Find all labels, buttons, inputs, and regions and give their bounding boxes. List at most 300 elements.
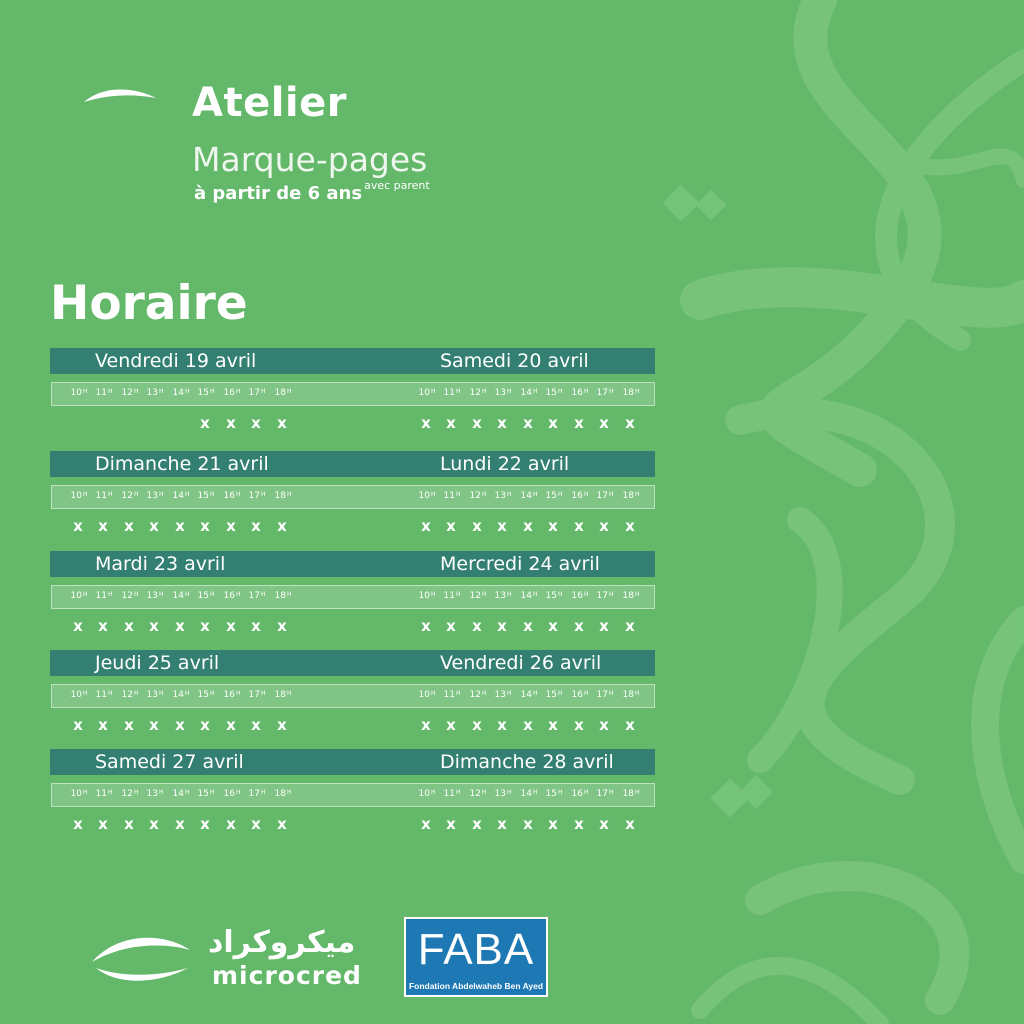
slot-available-mark: x [446, 414, 456, 432]
hour-suffix: H [481, 690, 487, 697]
hour-number: 12 [121, 690, 133, 700]
slot-available-mark: x [497, 617, 507, 635]
hour-suffix: H [532, 591, 538, 598]
hour-label [415, 591, 439, 601]
hour-label [92, 591, 116, 601]
hour-suffix: H [583, 491, 589, 498]
hour-label [542, 690, 566, 700]
hour-suffix: H [532, 388, 538, 395]
hour-label [491, 388, 515, 398]
hour-suffix: H [235, 789, 241, 796]
hour-label [415, 388, 439, 398]
hour-suffix: H [455, 789, 461, 796]
hour-number: 15 [545, 690, 557, 700]
workshop-subtitle: Marque-pages [192, 140, 428, 179]
hour-suffix: H [133, 591, 139, 598]
hour-number: 17 [248, 491, 260, 501]
slot-available-mark: x [277, 414, 287, 432]
hour-suffix: H [430, 491, 436, 498]
hour-label [67, 789, 91, 799]
slot-available-mark: x [226, 617, 236, 635]
hour-suffix: H [532, 690, 538, 697]
hour-number: 10 [418, 789, 430, 799]
slot-available-mark: x [446, 716, 456, 734]
hour-label [271, 388, 295, 398]
hour-label [440, 690, 464, 700]
hour-number: 15 [545, 388, 557, 398]
hour-suffix: H [430, 388, 436, 395]
slot-available-mark: x [472, 517, 482, 535]
slot-available-mark: x [251, 815, 261, 833]
hour-label [271, 591, 295, 601]
slot-available-mark: x [421, 414, 431, 432]
hour-label [169, 789, 193, 799]
day-header-row [50, 348, 655, 374]
hour-suffix: H [583, 388, 589, 395]
hour-number: 16 [223, 591, 235, 601]
hour-suffix: H [184, 491, 190, 498]
hour-suffix: H [455, 388, 461, 395]
hour-number: 16 [223, 789, 235, 799]
slot-available-mark: x [175, 517, 185, 535]
hour-number: 17 [248, 591, 260, 601]
hour-number: 11 [443, 591, 455, 601]
hour-suffix: H [286, 388, 292, 395]
hour-suffix: H [82, 789, 88, 796]
faba-logo [404, 917, 548, 997]
hour-number: 15 [197, 388, 209, 398]
hour-number: 14 [172, 388, 184, 398]
hour-label [619, 690, 643, 700]
hour-number: 10 [70, 388, 82, 398]
slot-available-mark: x [548, 414, 558, 432]
slot-available-mark: x [625, 716, 635, 734]
hour-suffix: H [506, 591, 512, 598]
hour-number: 14 [520, 789, 532, 799]
hour-label [92, 388, 116, 398]
slot-available-mark: x [472, 617, 482, 635]
slot-available-mark: x [277, 716, 287, 734]
hour-label [245, 591, 269, 601]
hour-number: 10 [418, 491, 430, 501]
slot-available-mark: x [625, 414, 635, 432]
hour-suffix: H [260, 690, 266, 697]
hour-label [542, 789, 566, 799]
hour-number: 18 [622, 491, 634, 501]
slot-available-mark: x [446, 517, 456, 535]
hour-suffix: H [481, 789, 487, 796]
hour-label [415, 789, 439, 799]
hour-label [466, 789, 490, 799]
hour-suffix: H [184, 388, 190, 395]
slot-available-mark: x [497, 414, 507, 432]
hour-label [593, 491, 617, 501]
hour-suffix: H [82, 388, 88, 395]
hour-number: 18 [622, 388, 634, 398]
day-label: Jeudi 25 avril [95, 652, 220, 674]
slot-available-mark: x [124, 617, 134, 635]
hour-number: 12 [121, 591, 133, 601]
hour-suffix: H [455, 491, 461, 498]
hour-label [169, 690, 193, 700]
hour-suffix: H [634, 789, 640, 796]
hour-label [466, 690, 490, 700]
hour-number: 13 [146, 789, 158, 799]
hour-number: 17 [596, 789, 608, 799]
hour-number: 15 [197, 591, 209, 601]
hour-label [245, 388, 269, 398]
hour-label [568, 491, 592, 501]
hour-number: 13 [494, 491, 506, 501]
day-label: Lundi 22 avril [440, 453, 570, 475]
hour-label [619, 789, 643, 799]
hour-label [517, 388, 541, 398]
hour-number: 12 [469, 591, 481, 601]
hour-suffix: H [506, 491, 512, 498]
slot-available-mark: x [73, 716, 83, 734]
slot-available-mark: x [599, 716, 609, 734]
hour-suffix: H [557, 690, 563, 697]
hour-suffix: H [209, 591, 215, 598]
hour-number: 11 [95, 591, 107, 601]
day-header-row [50, 650, 655, 676]
hour-number: 12 [121, 789, 133, 799]
hour-label [593, 388, 617, 398]
slot-available-mark: x [175, 716, 185, 734]
slot-available-mark: x [523, 716, 533, 734]
hour-label [194, 388, 218, 398]
hour-label [568, 388, 592, 398]
hour-suffix: H [286, 789, 292, 796]
hour-number: 10 [70, 491, 82, 501]
slot-available-mark: x [124, 815, 134, 833]
microcred-arabic-name: ميكروكراد [208, 925, 356, 960]
hour-label [593, 591, 617, 601]
slot-available-mark: x [523, 815, 533, 833]
slot-available-mark: x [98, 815, 108, 833]
hour-suffix: H [481, 388, 487, 395]
hour-number: 12 [121, 388, 133, 398]
slot-available-mark: x [149, 815, 159, 833]
hour-label [67, 491, 91, 501]
hour-label [593, 789, 617, 799]
hour-number: 13 [494, 789, 506, 799]
slot-available-mark: x [251, 414, 261, 432]
hour-suffix: H [133, 690, 139, 697]
hour-number: 14 [520, 591, 532, 601]
day-label: Dimanche 28 avril [440, 751, 614, 773]
hour-suffix: H [455, 591, 461, 598]
hour-number: 16 [571, 591, 583, 601]
hour-suffix: H [209, 690, 215, 697]
hour-number: 13 [494, 591, 506, 601]
slot-available-mark: x [226, 815, 236, 833]
hour-suffix: H [133, 789, 139, 796]
hour-suffix: H [235, 388, 241, 395]
age-note: avec parent [364, 179, 430, 192]
day-header-row [50, 749, 655, 775]
hour-number: 10 [70, 591, 82, 601]
slot-available-mark: x [574, 815, 584, 833]
slot-available-mark: x [200, 517, 210, 535]
hour-number: 10 [70, 789, 82, 799]
hour-label [619, 591, 643, 601]
hour-label [415, 491, 439, 501]
hour-label [143, 388, 167, 398]
hour-suffix: H [158, 690, 164, 697]
hour-number: 13 [146, 388, 158, 398]
slot-available-mark: x [277, 617, 287, 635]
workshop-title: Atelier [192, 80, 347, 126]
hour-suffix: H [260, 591, 266, 598]
slot-available-mark: x [548, 617, 558, 635]
slot-available-mark: x [523, 617, 533, 635]
slot-available-mark: x [625, 815, 635, 833]
hour-suffix: H [235, 491, 241, 498]
hour-suffix: H [133, 491, 139, 498]
hour-label [67, 591, 91, 601]
hour-label [92, 789, 116, 799]
hour-suffix: H [608, 491, 614, 498]
day-label: Dimanche 21 avril [95, 453, 269, 475]
slot-available-mark: x [599, 517, 609, 535]
hour-number: 11 [95, 690, 107, 700]
hour-number: 17 [596, 690, 608, 700]
hour-number: 15 [545, 591, 557, 601]
hour-number: 16 [571, 690, 583, 700]
hour-label [568, 789, 592, 799]
hour-suffix: H [557, 789, 563, 796]
hour-label [440, 388, 464, 398]
hour-label [491, 591, 515, 601]
hour-number: 12 [469, 789, 481, 799]
slot-available-mark: x [574, 414, 584, 432]
hour-label [220, 491, 244, 501]
slot-available-mark: x [523, 517, 533, 535]
hour-label [542, 491, 566, 501]
hour-label [568, 690, 592, 700]
hours-row [51, 783, 655, 807]
hour-number: 14 [520, 690, 532, 700]
hour-suffix: H [184, 591, 190, 598]
slot-available-mark: x [421, 716, 431, 734]
slot-available-mark: x [200, 414, 210, 432]
hour-number: 18 [274, 591, 286, 601]
slot-available-mark: x [226, 716, 236, 734]
hour-suffix: H [133, 388, 139, 395]
hour-label [542, 591, 566, 601]
slot-available-mark: x [574, 517, 584, 535]
hour-number: 13 [494, 690, 506, 700]
hour-number: 14 [520, 388, 532, 398]
hours-row [51, 684, 655, 708]
hour-suffix: H [286, 690, 292, 697]
hour-suffix: H [209, 789, 215, 796]
hour-number: 17 [596, 591, 608, 601]
hour-label [568, 591, 592, 601]
hour-label [67, 690, 91, 700]
slot-available-mark: x [200, 815, 210, 833]
hour-suffix: H [506, 789, 512, 796]
hour-number: 18 [274, 491, 286, 501]
slot-available-mark: x [226, 414, 236, 432]
hour-suffix: H [209, 388, 215, 395]
slot-available-mark: x [251, 617, 261, 635]
hour-label [220, 591, 244, 601]
hour-suffix: H [235, 591, 241, 598]
hour-number: 11 [443, 388, 455, 398]
hour-suffix: H [634, 388, 640, 395]
hour-label [118, 789, 142, 799]
hour-number: 12 [469, 388, 481, 398]
slot-available-mark: x [472, 414, 482, 432]
hour-suffix: H [158, 789, 164, 796]
hour-label [245, 789, 269, 799]
hour-label [67, 388, 91, 398]
slot-available-mark: x [251, 716, 261, 734]
hour-suffix: H [557, 591, 563, 598]
day-label: Vendredi 19 avril [95, 350, 257, 372]
slot-available-mark: x [548, 815, 558, 833]
slot-available-mark: x [446, 617, 456, 635]
slot-available-mark: x [73, 617, 83, 635]
hours-row [51, 585, 655, 609]
age-requirement [194, 179, 430, 204]
hour-number: 11 [95, 388, 107, 398]
slot-available-mark: x [98, 517, 108, 535]
slot-available-mark: x [548, 517, 558, 535]
hour-number: 10 [70, 690, 82, 700]
slot-available-mark: x [446, 815, 456, 833]
hour-number: 14 [172, 591, 184, 601]
slot-available-mark: x [421, 517, 431, 535]
hour-suffix: H [608, 388, 614, 395]
hour-label [194, 491, 218, 501]
hour-suffix: H [583, 591, 589, 598]
hour-label [491, 789, 515, 799]
hour-label [440, 789, 464, 799]
hour-suffix: H [82, 491, 88, 498]
hour-label [118, 690, 142, 700]
hour-label [517, 591, 541, 601]
hour-number: 13 [146, 690, 158, 700]
hour-number: 14 [172, 690, 184, 700]
hour-suffix: H [107, 491, 113, 498]
hour-suffix: H [107, 690, 113, 697]
slot-available-mark: x [574, 716, 584, 734]
slot-available-mark: x [523, 414, 533, 432]
faba-name: FABA [417, 925, 535, 974]
hour-number: 15 [545, 789, 557, 799]
hour-label [220, 690, 244, 700]
day-label: Samedi 20 avril [440, 350, 589, 372]
hour-label [118, 491, 142, 501]
hour-suffix: H [532, 789, 538, 796]
hour-suffix: H [583, 690, 589, 697]
hour-number: 18 [274, 789, 286, 799]
hour-number: 16 [571, 491, 583, 501]
hour-label [271, 690, 295, 700]
hour-suffix: H [634, 491, 640, 498]
hour-number: 10 [418, 388, 430, 398]
hour-label [194, 591, 218, 601]
hour-label [169, 491, 193, 501]
hour-suffix: H [430, 591, 436, 598]
hour-number: 14 [172, 491, 184, 501]
hour-number: 11 [443, 789, 455, 799]
slot-available-mark: x [149, 617, 159, 635]
hour-label [92, 491, 116, 501]
hour-number: 11 [443, 491, 455, 501]
hour-number: 13 [146, 591, 158, 601]
slot-available-mark: x [497, 517, 507, 535]
day-header-row [50, 551, 655, 577]
atelier-swoosh-icon [82, 84, 158, 110]
hour-suffix: H [107, 388, 113, 395]
slot-available-mark: x [472, 815, 482, 833]
hour-suffix: H [82, 591, 88, 598]
hour-number: 10 [418, 690, 430, 700]
slot-available-mark: x [124, 716, 134, 734]
hour-label [517, 491, 541, 501]
hour-suffix: H [260, 789, 266, 796]
hour-label [118, 591, 142, 601]
hour-suffix: H [557, 491, 563, 498]
hour-number: 13 [146, 491, 158, 501]
hour-number: 15 [197, 789, 209, 799]
hour-suffix: H [209, 491, 215, 498]
slot-available-mark: x [625, 617, 635, 635]
hour-label [517, 690, 541, 700]
slot-available-mark: x [421, 815, 431, 833]
slot-available-mark: x [497, 716, 507, 734]
day-label: Samedi 27 avril [95, 751, 244, 773]
hour-number: 10 [418, 591, 430, 601]
slot-available-mark: x [200, 617, 210, 635]
hour-suffix: H [286, 591, 292, 598]
hour-suffix: H [608, 591, 614, 598]
hour-suffix: H [532, 491, 538, 498]
hour-suffix: H [158, 491, 164, 498]
slot-available-mark: x [175, 815, 185, 833]
hour-number: 16 [571, 388, 583, 398]
hour-number: 13 [494, 388, 506, 398]
hour-label [491, 491, 515, 501]
slot-available-mark: x [98, 617, 108, 635]
hour-number: 17 [248, 690, 260, 700]
hour-suffix: H [608, 789, 614, 796]
hour-label [143, 591, 167, 601]
hour-number: 12 [469, 491, 481, 501]
hour-suffix: H [430, 789, 436, 796]
hour-number: 15 [545, 491, 557, 501]
hour-label [619, 388, 643, 398]
slot-available-mark: x [124, 517, 134, 535]
hour-label [143, 789, 167, 799]
faba-fullname: Fondation Abdelwaheb Ben Ayed [408, 981, 544, 991]
schedule-heading: Horaire [50, 276, 248, 331]
hour-suffix: H [481, 591, 487, 598]
hour-label [466, 491, 490, 501]
hour-label [491, 690, 515, 700]
hour-number: 16 [223, 491, 235, 501]
hour-suffix: H [235, 690, 241, 697]
day-label: Mardi 23 avril [95, 553, 226, 575]
microcred-name: microcred [212, 961, 362, 990]
hour-label [466, 591, 490, 601]
slot-available-mark: x [599, 617, 609, 635]
hour-suffix: H [158, 591, 164, 598]
